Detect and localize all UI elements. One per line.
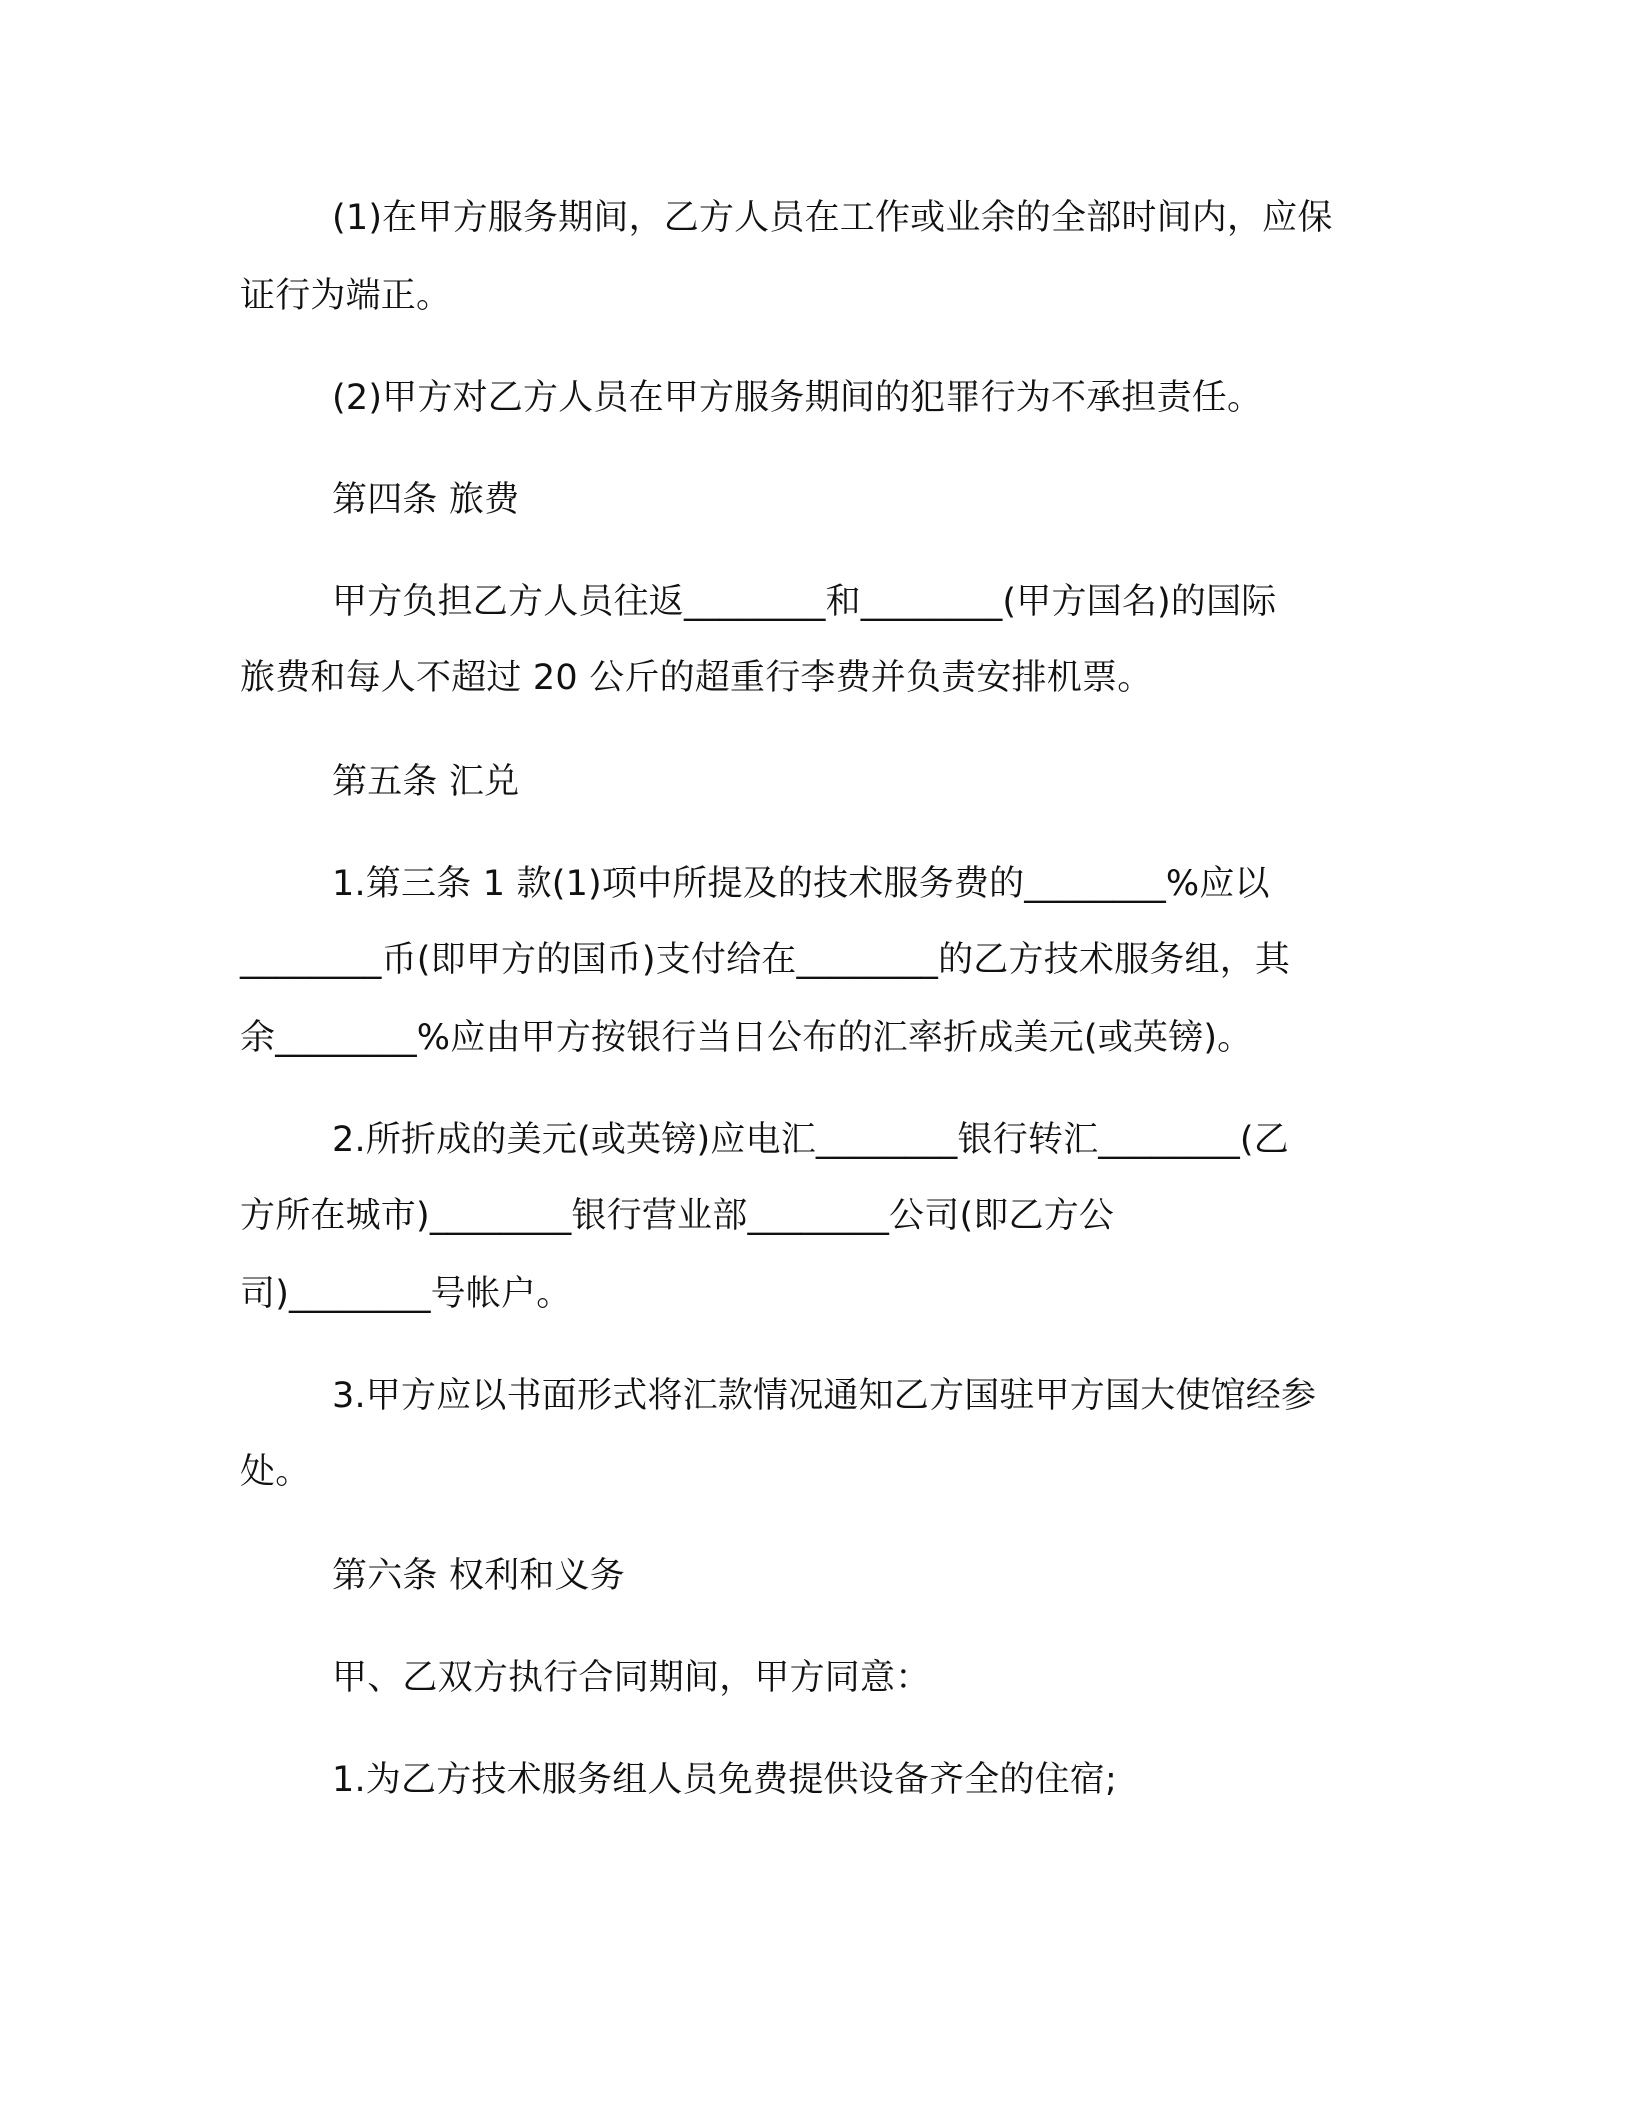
paragraph-line: 3.甲方应以书面形式将汇款情况通知乙方国驻甲方国大使馆经参: [332, 1376, 1317, 1416]
section-heading: 第四条 旅费: [332, 480, 520, 520]
paragraph-line: 方所在城市)________银行营业部________公司(即乙方公: [240, 1196, 1115, 1236]
paragraph-line: 司)________号帐户。: [240, 1274, 572, 1314]
paragraph-line: (2)甲方对乙方人员在甲方服务期间的犯罪行为不承担责任。: [332, 378, 1263, 418]
paragraph-line: 甲方负担乙方人员往返________和________(甲方国名)的国际: [332, 582, 1277, 622]
paragraph-line: 旅费和每人不超过 20 公斤的超重行李费并负责安排机票。: [240, 658, 1153, 698]
section-heading: 第五条 汇兑: [332, 762, 520, 802]
paragraph-line: (1)在甲方服务期间，乙方人员在工作或业余的全部时间内，应保: [332, 198, 1333, 238]
paragraph-line: 2.所折成的美元(或英镑)应电汇________银行转汇________(乙: [332, 1120, 1289, 1160]
paragraph-line: 余________%应由甲方按银行当日公布的汇率折成美元(或英镑)。: [240, 1018, 1253, 1058]
section-heading: 第六条 权利和义务: [332, 1556, 625, 1596]
paragraph-line: 1.第三条 1 款(1)项中所提及的技术服务费的________%应以: [332, 864, 1270, 904]
paragraph-line: 甲、乙双方执行合同期间，甲方同意：: [332, 1658, 931, 1698]
paragraph-line: 处。: [240, 1452, 311, 1492]
paragraph-line: 1.为乙方技术服务组人员免费提供设备齐全的住宿;: [332, 1760, 1117, 1800]
paragraph-line: 证行为端正。: [240, 276, 452, 316]
paragraph-line: ________币(即甲方的国币)支付给在________的乙方技术服务组，其: [240, 940, 1291, 980]
